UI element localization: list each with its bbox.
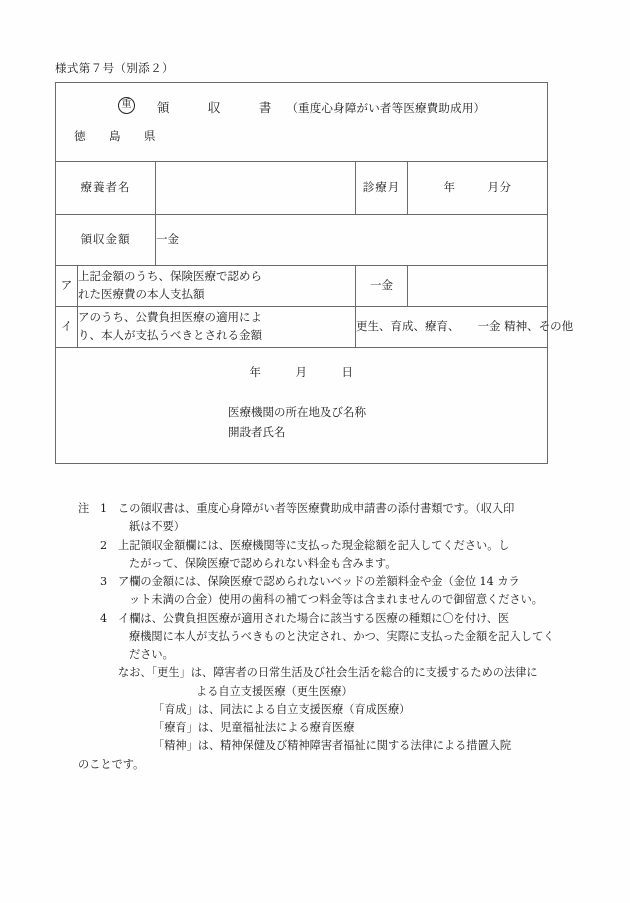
- treatment-month-month: 月分: [487, 180, 512, 195]
- row-b-line1: アのうち、公費負担医療の適用によ: [78, 310, 262, 325]
- receipt-header-cell: [56, 83, 548, 162]
- note-line: 上記領収金額欄には、医療機関等に支払った現金総額を記入してください。し: [118, 538, 510, 552]
- row-b-kin: 一金: [477, 319, 501, 334]
- signature-year: 年: [249, 365, 262, 379]
- note-body: [118, 573, 598, 610]
- note-number: 1: [100, 502, 108, 515]
- note-number: 3: [100, 575, 108, 588]
- row-a-value[interactable]: [408, 266, 548, 307]
- sub-note-line: よる自立支援医療（更生医療）: [196, 684, 353, 698]
- note-item: [78, 610, 598, 665]
- sub-note-line: 「療育」は、児童福祉法による療育医療: [153, 721, 355, 734]
- table-row-b: [56, 307, 548, 348]
- signature-org-line2: 開設者氏名: [228, 425, 286, 440]
- note-line: ださい。: [129, 648, 174, 661]
- juu-mark-icon: 重: [118, 97, 135, 114]
- row-b-description: [78, 307, 356, 348]
- patient-name-value[interactable]: [156, 162, 356, 215]
- note-line: たがって、保険医療で認められない料金も含みます。: [129, 556, 397, 570]
- signature-org-line1: 医療機関の所在地及び名称: [228, 405, 366, 419]
- note-number: 2: [100, 538, 108, 552]
- sub-note-line: 「育成」は、同法による自立支援医療（育成医療）: [153, 702, 411, 716]
- receipt-table: [55, 82, 574, 464]
- receipt-title-main: 領 収 書: [156, 100, 285, 115]
- note-item: [78, 573, 598, 610]
- signature-month: 月: [295, 365, 308, 379]
- table-row-patient: [56, 162, 548, 215]
- row-a-marker: ア: [56, 266, 78, 307]
- signature-organization[interactable]: [228, 402, 366, 442]
- note-line: この領収書は、重度心身障がい者等医療費助成申請書の添付書類です。（収入印: [118, 502, 515, 515]
- note-body: [118, 537, 598, 574]
- note-body: [118, 610, 598, 665]
- row-b-types-line2: 精神、その他: [504, 319, 574, 334]
- note-line: ア欄の金額には、保険医療で認められないベッドの差額料金や金（金位 14 カラ: [118, 575, 520, 588]
- row-a-line2: れた医療費の本人支払額: [78, 287, 205, 301]
- row-a-kin: 一金: [356, 266, 408, 307]
- sub-note-line: なお、「更生」は、障害者の日常生活及び社会生活を総合的に支援するための法律に: [118, 666, 538, 680]
- row-b-line2: り、本人が支払うべきとされる金額: [78, 328, 262, 342]
- note-sub-block: [78, 664, 598, 774]
- note-number: 4: [100, 611, 108, 625]
- signature-date[interactable]: [56, 364, 547, 382]
- note-line: 紙は不要）: [129, 520, 185, 534]
- sub-note-line: 「精神」は、精神保健及び精神障害者福祉に関する法律による措置入院: [153, 739, 512, 753]
- notes-label: 注: [78, 502, 90, 515]
- signature-cell: [56, 348, 548, 464]
- note-line: 療機関に本人が支払うべきものと決定され、かつ、実際に支払った金額を記入してく: [129, 629, 555, 643]
- table-row-title: [56, 83, 548, 162]
- row-a-description: [78, 266, 356, 307]
- notes-section: [78, 500, 598, 774]
- row-a-line1: 上記金額のうち、保険医療で認めら: [78, 269, 262, 284]
- table-row-amount: [56, 215, 548, 266]
- note-item: [78, 537, 598, 574]
- table-row-a: [56, 266, 548, 307]
- patient-name-label: 療養者名: [56, 162, 156, 215]
- treatment-month-year: 年: [443, 180, 456, 195]
- row-b-types-line1: 更生、育成、療育、: [356, 319, 460, 334]
- form-number: 様式第７号（別添２）: [55, 61, 174, 75]
- receipt-title: [56, 97, 547, 118]
- amount-value[interactable]: 一金: [156, 215, 548, 266]
- row-b-types-line1-wrap: [356, 319, 501, 333]
- signature-day: 日: [341, 365, 354, 379]
- receipt-title-paren: （重度心身障がい者等医療費助成用）: [286, 101, 486, 115]
- note-body: [118, 500, 598, 537]
- treatment-month-value[interactable]: [408, 162, 548, 215]
- amount-label: 領収金額: [56, 215, 156, 266]
- sub-note-line: のことです。: [78, 757, 145, 771]
- note-line: イ欄は、公費負担医療が適用された場合に該当する医療の種類に〇を付け、医: [118, 611, 510, 625]
- note-line: ット未満の合金）使用の歯科の補てつ料金等は含まれませんので御留意ください。: [129, 593, 543, 607]
- row-b-marker: イ: [56, 307, 78, 348]
- treatment-month-label: 診療月: [356, 162, 408, 215]
- table-row-signature: [56, 348, 548, 464]
- row-b-types[interactable]: [356, 307, 574, 348]
- prefecture-name: 徳 島 県: [74, 129, 162, 143]
- note-item: [78, 500, 598, 537]
